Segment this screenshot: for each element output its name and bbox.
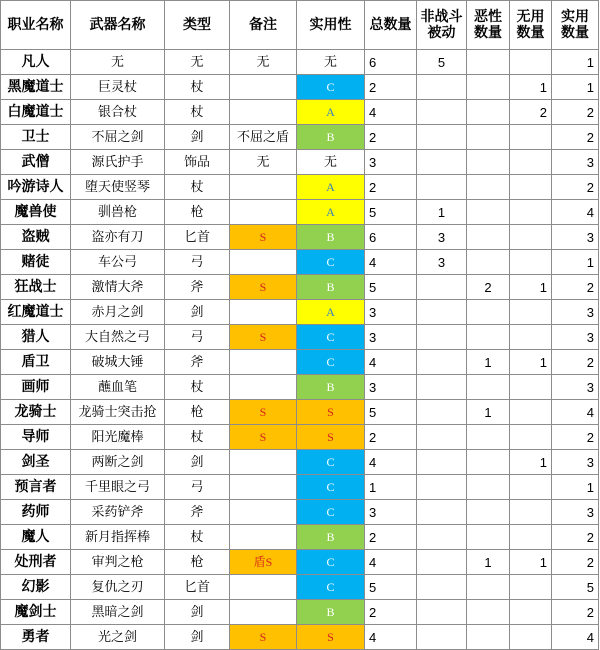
cell-note	[230, 175, 297, 200]
cell-useless	[510, 600, 552, 625]
cell-type: 弓	[165, 325, 230, 350]
cell-type: 饰品	[165, 150, 230, 175]
cell-job: 白魔道士	[1, 100, 71, 125]
header-note: 备注	[230, 1, 297, 50]
cell-note: S	[230, 275, 297, 300]
cell-job: 赌徒	[1, 250, 71, 275]
cell-useless	[510, 400, 552, 425]
cell-total: 3	[365, 375, 417, 400]
cell-note	[230, 525, 297, 550]
cell-job: 魔剑士	[1, 600, 71, 625]
cell-weapon: 千里眼之弓	[71, 475, 165, 500]
cell-type: 剑	[165, 600, 230, 625]
cell-practical: B	[297, 600, 365, 625]
cell-total: 4	[365, 450, 417, 475]
cell-practical: A	[297, 300, 365, 325]
cell-total: 3	[365, 150, 417, 175]
cell-weapon: 赤月之剑	[71, 300, 165, 325]
table-row	[1, 550, 599, 575]
header-row	[1, 1, 599, 50]
cell-job: 药师	[1, 500, 71, 525]
cell-job: 盗贼	[1, 225, 71, 250]
cell-practical: A	[297, 175, 365, 200]
cell-weapon: 车公弓	[71, 250, 165, 275]
cell-passive: 1	[417, 200, 467, 225]
cell-weapon: 复仇之刃	[71, 575, 165, 600]
cell-total: 5	[365, 200, 417, 225]
cell-practical: C	[297, 75, 365, 100]
cell-practical: B	[297, 125, 365, 150]
cell-total: 2	[365, 525, 417, 550]
cell-bad	[467, 200, 510, 225]
table-row	[1, 375, 599, 400]
table-row	[1, 225, 599, 250]
table-row	[1, 75, 599, 100]
cell-useful: 3	[552, 500, 599, 525]
cell-note: S	[230, 425, 297, 450]
cell-type: 杖	[165, 75, 230, 100]
cell-job: 预言者	[1, 475, 71, 500]
cell-job: 凡人	[1, 50, 71, 75]
cell-job: 魔兽使	[1, 200, 71, 225]
cell-total: 4	[365, 625, 417, 650]
cell-type: 杖	[165, 175, 230, 200]
cell-note	[230, 450, 297, 475]
cell-useful: 2	[552, 175, 599, 200]
cell-bad	[467, 125, 510, 150]
table-row	[1, 525, 599, 550]
cell-practical: C	[297, 500, 365, 525]
cell-type: 枪	[165, 200, 230, 225]
cell-useful: 1	[552, 250, 599, 275]
cell-type: 枪	[165, 400, 230, 425]
cell-useful: 3	[552, 325, 599, 350]
cell-total: 2	[365, 125, 417, 150]
cell-useless: 1	[510, 75, 552, 100]
cell-passive	[417, 500, 467, 525]
cell-useless	[510, 200, 552, 225]
cell-useless: 1	[510, 550, 552, 575]
cell-practical: C	[297, 550, 365, 575]
cell-total: 6	[365, 225, 417, 250]
cell-total: 4	[365, 100, 417, 125]
cell-total: 1	[365, 475, 417, 500]
cell-useful: 3	[552, 225, 599, 250]
header-total: 总数量	[365, 1, 417, 50]
cell-weapon: 阳光魔棒	[71, 425, 165, 450]
cell-useless	[510, 625, 552, 650]
cell-weapon: 审判之枪	[71, 550, 165, 575]
cell-useful: 3	[552, 300, 599, 325]
cell-passive	[417, 150, 467, 175]
cell-note: S	[230, 625, 297, 650]
cell-weapon: 不屈之剑	[71, 125, 165, 150]
cell-useless: 2	[510, 100, 552, 125]
cell-job: 画师	[1, 375, 71, 400]
cell-bad	[467, 50, 510, 75]
cell-bad	[467, 175, 510, 200]
cell-weapon: 驯兽枪	[71, 200, 165, 225]
cell-type: 斧	[165, 350, 230, 375]
cell-bad: 1	[467, 550, 510, 575]
cell-type: 弓	[165, 475, 230, 500]
cell-bad	[467, 375, 510, 400]
cell-total: 4	[365, 550, 417, 575]
cell-job: 魔人	[1, 525, 71, 550]
cell-total: 3	[365, 325, 417, 350]
cell-note	[230, 300, 297, 325]
cell-passive: 3	[417, 250, 467, 275]
cell-passive	[417, 325, 467, 350]
cell-bad	[467, 225, 510, 250]
cell-passive: 5	[417, 50, 467, 75]
cell-type: 匕首	[165, 575, 230, 600]
cell-useful: 3	[552, 150, 599, 175]
cell-bad	[467, 525, 510, 550]
cell-useful: 1	[552, 475, 599, 500]
table-row	[1, 575, 599, 600]
cell-useful: 2	[552, 350, 599, 375]
cell-weapon: 黑暗之剑	[71, 600, 165, 625]
cell-useless	[510, 500, 552, 525]
cell-note	[230, 75, 297, 100]
cell-note	[230, 375, 297, 400]
cell-bad	[467, 575, 510, 600]
cell-useless	[510, 125, 552, 150]
cell-passive	[417, 575, 467, 600]
cell-note	[230, 250, 297, 275]
cell-passive	[417, 300, 467, 325]
cell-note	[230, 350, 297, 375]
cell-total: 2	[365, 600, 417, 625]
cell-practical: B	[297, 525, 365, 550]
cell-practical: C	[297, 575, 365, 600]
cell-bad	[467, 300, 510, 325]
cell-weapon: 蘸血笔	[71, 375, 165, 400]
header-weapon: 武器名称	[71, 1, 165, 50]
cell-practical: B	[297, 375, 365, 400]
cell-practical: A	[297, 200, 365, 225]
header-useful: 实用 数量	[552, 1, 599, 50]
cell-total: 2	[365, 425, 417, 450]
cell-job: 勇者	[1, 625, 71, 650]
cell-total: 4	[365, 250, 417, 275]
cell-useful: 4	[552, 200, 599, 225]
cell-passive	[417, 175, 467, 200]
cell-useful: 2	[552, 425, 599, 450]
cell-practical: B	[297, 275, 365, 300]
cell-job: 导师	[1, 425, 71, 450]
cell-useless: 1	[510, 450, 552, 475]
cell-job: 吟游诗人	[1, 175, 71, 200]
cell-type: 枪	[165, 550, 230, 575]
table-row	[1, 350, 599, 375]
table-row	[1, 400, 599, 425]
cell-note	[230, 200, 297, 225]
table-row	[1, 625, 599, 650]
cell-job: 黑魔道士	[1, 75, 71, 100]
cell-job: 猎人	[1, 325, 71, 350]
cell-weapon: 激情大斧	[71, 275, 165, 300]
cell-useless	[510, 225, 552, 250]
cell-note: S	[230, 225, 297, 250]
cell-weapon: 采药铲斧	[71, 500, 165, 525]
cell-job: 武僧	[1, 150, 71, 175]
cell-bad: 1	[467, 400, 510, 425]
cell-useful: 4	[552, 625, 599, 650]
cell-useless	[510, 475, 552, 500]
cell-practical: S	[297, 400, 365, 425]
cell-total: 4	[365, 350, 417, 375]
table-row	[1, 125, 599, 150]
table-body	[1, 50, 599, 650]
cell-practical: S	[297, 425, 365, 450]
header-bad: 恶性 数量	[467, 1, 510, 50]
cell-useful: 2	[552, 525, 599, 550]
cell-job: 卫士	[1, 125, 71, 150]
cell-type: 无	[165, 50, 230, 75]
cell-total: 5	[365, 400, 417, 425]
cell-practical: S	[297, 625, 365, 650]
cell-passive: 3	[417, 225, 467, 250]
cell-total: 3	[365, 300, 417, 325]
cell-useful: 2	[552, 600, 599, 625]
cell-weapon: 新月指挥棒	[71, 525, 165, 550]
table-row	[1, 450, 599, 475]
table-row	[1, 325, 599, 350]
cell-type: 斧	[165, 500, 230, 525]
table-row	[1, 300, 599, 325]
cell-bad	[467, 475, 510, 500]
cell-passive	[417, 475, 467, 500]
cell-weapon: 堕天使竖琴	[71, 175, 165, 200]
cell-job: 龙骑士	[1, 400, 71, 425]
cell-useful: 3	[552, 450, 599, 475]
cell-bad	[467, 150, 510, 175]
cell-useful: 1	[552, 50, 599, 75]
cell-weapon: 银合杖	[71, 100, 165, 125]
cell-useless	[510, 250, 552, 275]
cell-bad: 1	[467, 350, 510, 375]
cell-job: 处刑者	[1, 550, 71, 575]
cell-useful: 4	[552, 400, 599, 425]
cell-total: 3	[365, 500, 417, 525]
cell-total: 6	[365, 50, 417, 75]
cell-total: 5	[365, 575, 417, 600]
cell-passive	[417, 375, 467, 400]
cell-practical: C	[297, 475, 365, 500]
table-row	[1, 425, 599, 450]
cell-bad	[467, 450, 510, 475]
table-row	[1, 175, 599, 200]
cell-weapon: 破城大锤	[71, 350, 165, 375]
cell-type: 剑	[165, 450, 230, 475]
cell-bad	[467, 625, 510, 650]
table-row	[1, 500, 599, 525]
cell-useless	[510, 525, 552, 550]
cell-type: 剑	[165, 625, 230, 650]
table-row	[1, 275, 599, 300]
header-practical: 实用性	[297, 1, 365, 50]
cell-weapon: 巨灵杖	[71, 75, 165, 100]
cell-bad	[467, 75, 510, 100]
cell-note	[230, 575, 297, 600]
cell-type: 弓	[165, 250, 230, 275]
table-row	[1, 150, 599, 175]
cell-weapon: 大自然之弓	[71, 325, 165, 350]
header-job: 职业名称	[1, 1, 71, 50]
cell-passive	[417, 400, 467, 425]
cell-total: 2	[365, 75, 417, 100]
cell-bad	[467, 425, 510, 450]
cell-useless	[510, 575, 552, 600]
cell-job: 剑圣	[1, 450, 71, 475]
table-row	[1, 200, 599, 225]
cell-useless	[510, 150, 552, 175]
cell-useless	[510, 50, 552, 75]
cell-useless	[510, 425, 552, 450]
cell-note: S	[230, 400, 297, 425]
table-row	[1, 250, 599, 275]
cell-weapon: 无	[71, 50, 165, 75]
cell-useful: 2	[552, 100, 599, 125]
cell-note: 无	[230, 50, 297, 75]
cell-job: 幻影	[1, 575, 71, 600]
cell-passive	[417, 625, 467, 650]
cell-practical: C	[297, 350, 365, 375]
cell-bad	[467, 250, 510, 275]
cell-useless	[510, 325, 552, 350]
cell-practical: 无	[297, 50, 365, 75]
cell-type: 杖	[165, 100, 230, 125]
table-row	[1, 600, 599, 625]
cell-note	[230, 475, 297, 500]
cell-bad	[467, 325, 510, 350]
cell-type: 杖	[165, 375, 230, 400]
table-row	[1, 475, 599, 500]
cell-type: 匕首	[165, 225, 230, 250]
cell-practical: C	[297, 250, 365, 275]
cell-note: S	[230, 325, 297, 350]
cell-type: 剑	[165, 300, 230, 325]
cell-useless: 1	[510, 350, 552, 375]
header-passive: 非战斗 被动	[417, 1, 467, 50]
cell-useful: 2	[552, 125, 599, 150]
header-useless: 无用 数量	[510, 1, 552, 50]
cell-passive	[417, 425, 467, 450]
cell-passive	[417, 450, 467, 475]
cell-type: 剑	[165, 125, 230, 150]
cell-weapon: 龙骑士突击抢	[71, 400, 165, 425]
cell-useless	[510, 300, 552, 325]
cell-passive	[417, 600, 467, 625]
cell-job: 盾卫	[1, 350, 71, 375]
cell-note	[230, 500, 297, 525]
cell-useful: 5	[552, 575, 599, 600]
table-row	[1, 50, 599, 75]
cell-job: 狂战士	[1, 275, 71, 300]
cell-total: 5	[365, 275, 417, 300]
table-row	[1, 100, 599, 125]
cell-weapon: 源氏护手	[71, 150, 165, 175]
cell-practical: 无	[297, 150, 365, 175]
cell-useless: 1	[510, 275, 552, 300]
cell-note: 无	[230, 150, 297, 175]
cell-weapon: 两断之剑	[71, 450, 165, 475]
cell-passive	[417, 275, 467, 300]
cell-note: 盾S	[230, 550, 297, 575]
cell-type: 杖	[165, 425, 230, 450]
header-type: 类型	[165, 1, 230, 50]
cell-bad	[467, 500, 510, 525]
cell-total: 2	[365, 175, 417, 200]
cell-bad	[467, 100, 510, 125]
cell-note: 不屈之盾	[230, 125, 297, 150]
cell-passive	[417, 550, 467, 575]
cell-practical: A	[297, 100, 365, 125]
cell-practical: B	[297, 225, 365, 250]
cell-useful: 1	[552, 75, 599, 100]
cell-passive	[417, 100, 467, 125]
cell-practical: C	[297, 325, 365, 350]
cell-passive	[417, 350, 467, 375]
cell-useful: 2	[552, 275, 599, 300]
cell-type: 杖	[165, 525, 230, 550]
cell-bad	[467, 600, 510, 625]
cell-practical: C	[297, 450, 365, 475]
cell-bad: 2	[467, 275, 510, 300]
cell-note	[230, 100, 297, 125]
cell-weapon: 盗亦有刀	[71, 225, 165, 250]
cell-useful: 2	[552, 550, 599, 575]
cell-passive	[417, 525, 467, 550]
cell-note	[230, 600, 297, 625]
cell-passive	[417, 75, 467, 100]
cell-passive	[417, 125, 467, 150]
cell-useful: 3	[552, 375, 599, 400]
cell-type: 斧	[165, 275, 230, 300]
cell-job: 红魔道士	[1, 300, 71, 325]
cell-weapon: 光之剑	[71, 625, 165, 650]
cell-useless	[510, 175, 552, 200]
cell-useless	[510, 375, 552, 400]
